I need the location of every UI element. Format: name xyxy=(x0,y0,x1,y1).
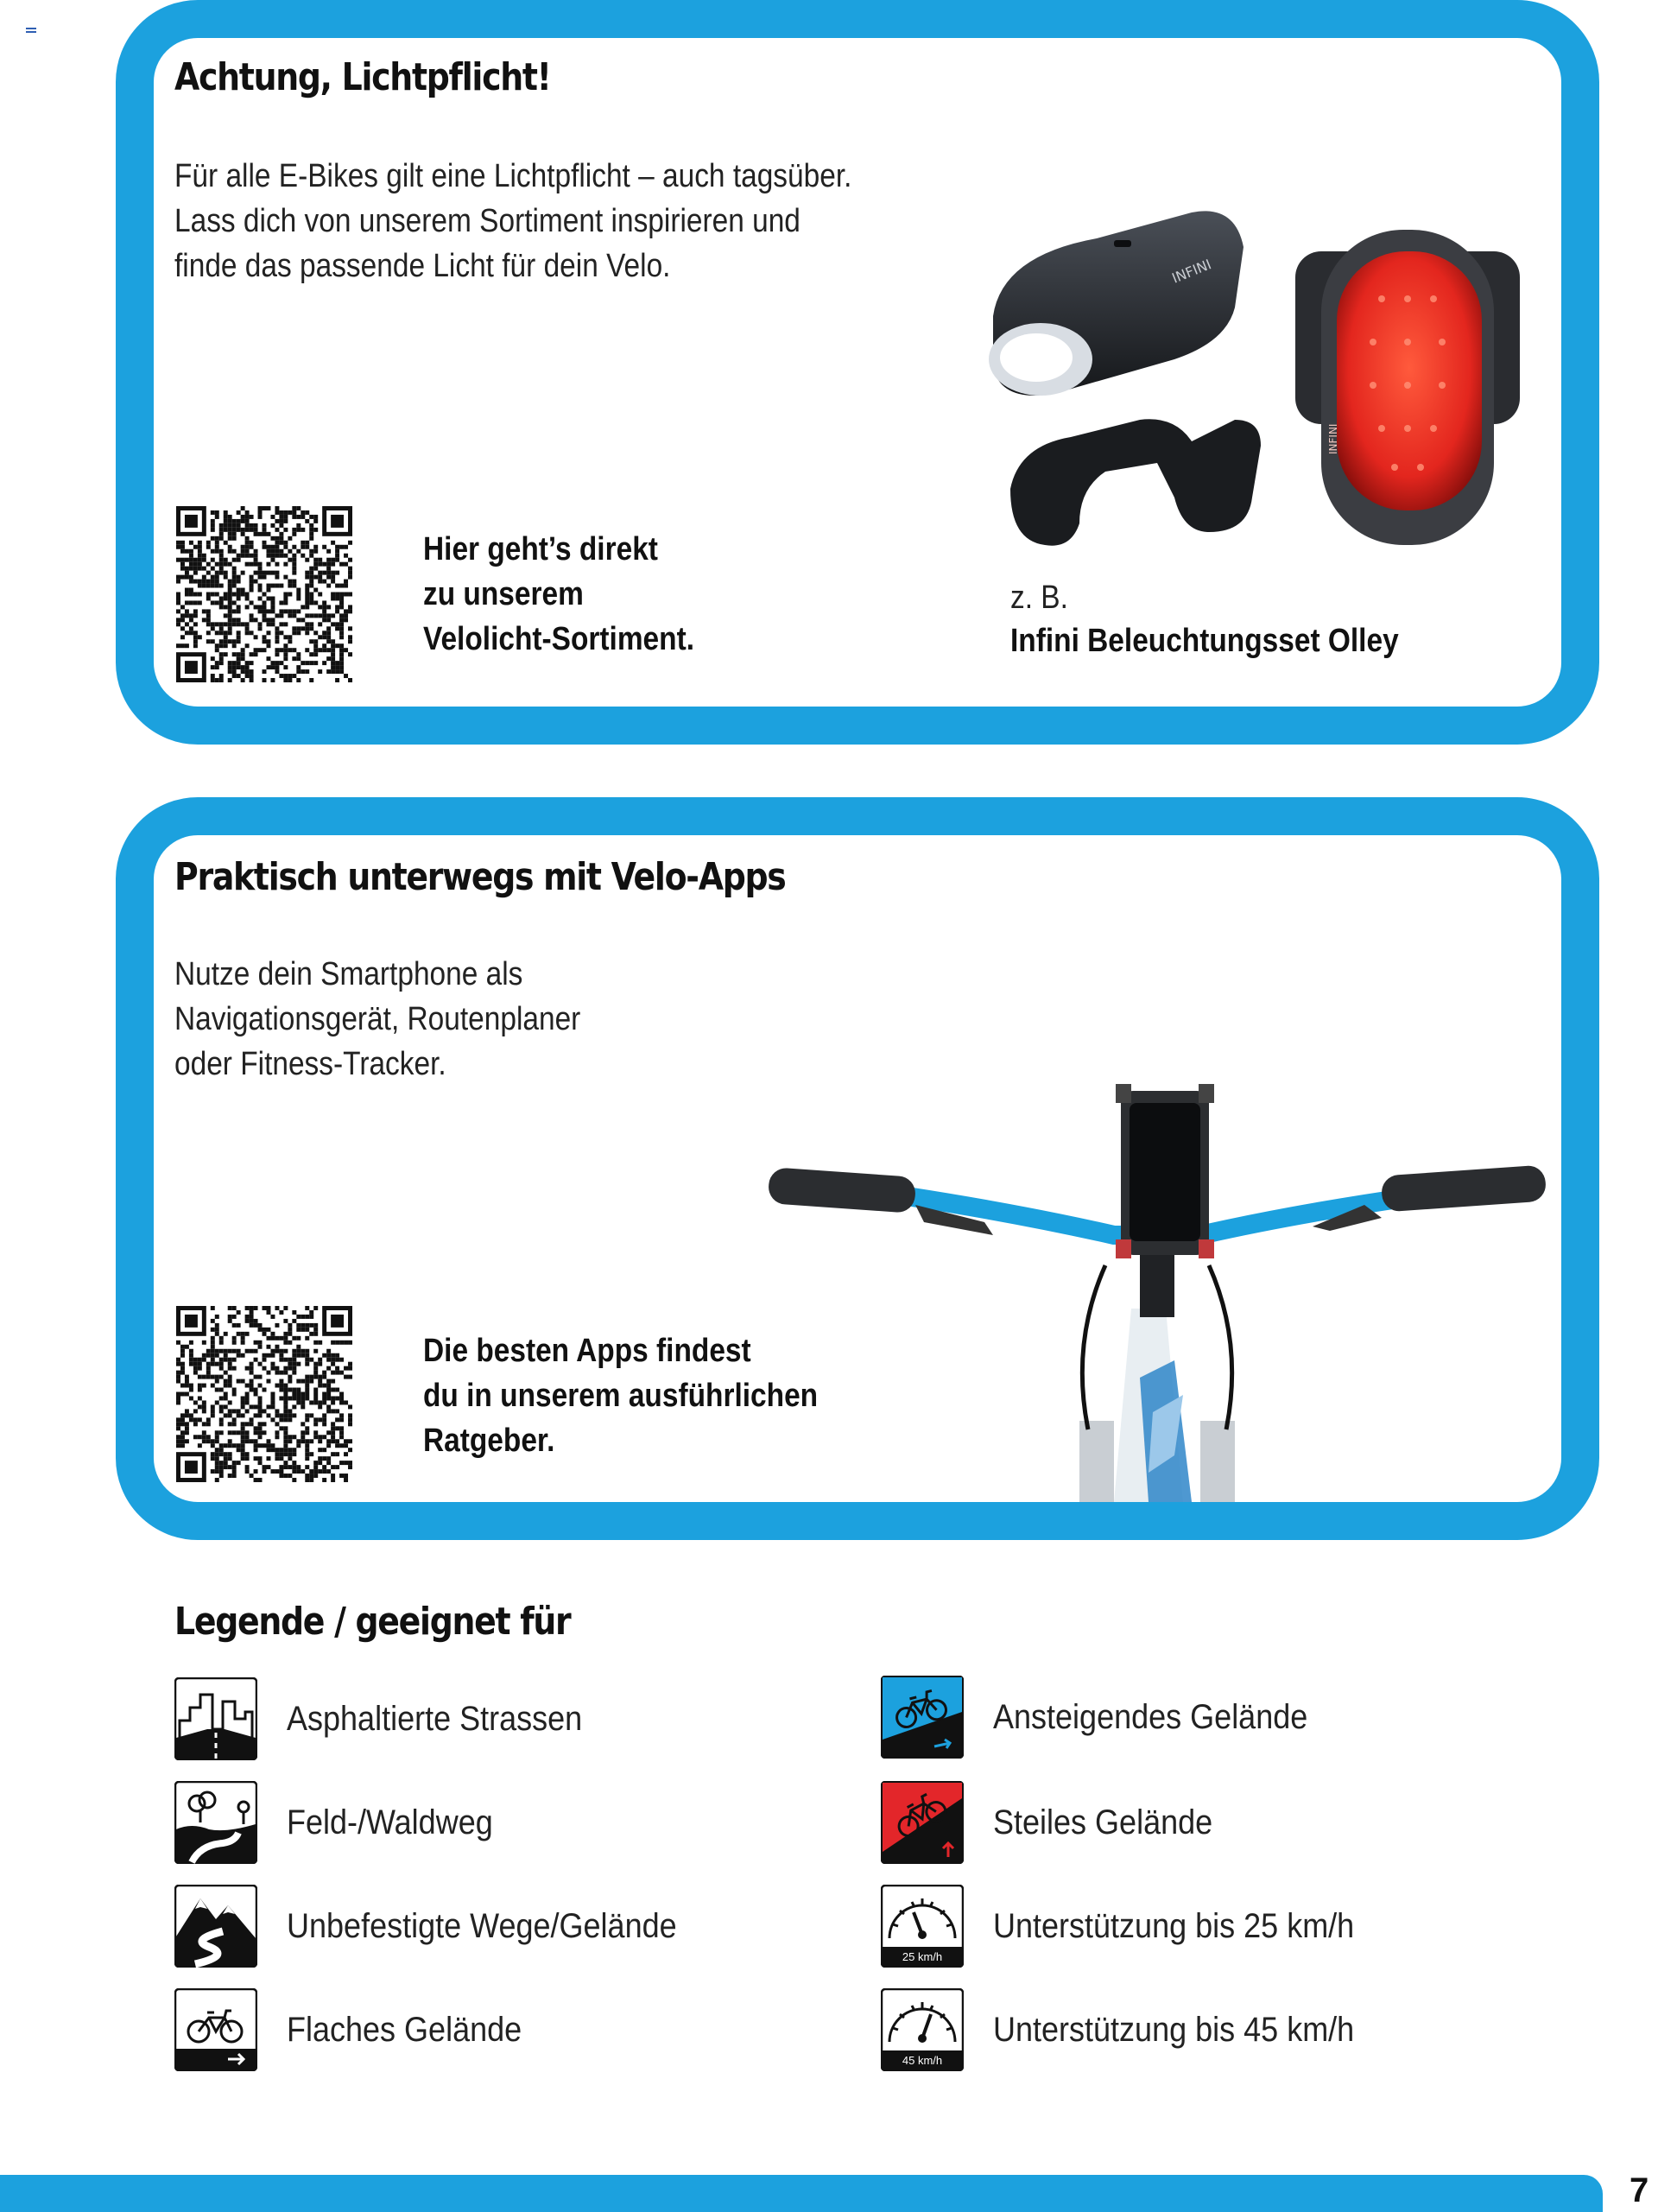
qr-caption-velolicht: Hier geht’s direkt zu unserem Velolicht-Sortiment. xyxy=(423,531,695,657)
rear-light xyxy=(1295,230,1520,545)
svg-text:45 km/h: 45 km/h xyxy=(902,2054,943,2067)
qr-caption-apps: Die besten Apps findest du in unserem ausführlichen Ratgeber. xyxy=(423,1333,819,1459)
footer-bar xyxy=(0,2175,1603,2212)
flat-terrain-icon xyxy=(174,1988,257,2071)
page-number: 7 xyxy=(1630,2171,1649,2209)
speedometer-45-icon xyxy=(881,1988,964,2071)
product-prefix: z. B. xyxy=(1010,580,1068,616)
climbing-terrain-icon xyxy=(881,1676,964,1759)
handlebar-phone-image xyxy=(760,1084,1554,1502)
apps-section-body: Nutze dein Smartphone als Navigationsgerät, Routenplaner oder Fitness-Tracker. xyxy=(174,956,581,1082)
apps-section-title: Praktisch unterwegs mit Velo-Apps xyxy=(174,855,786,899)
front-light xyxy=(989,211,1261,545)
product-image-lights xyxy=(976,204,1528,567)
legend-label: Unbefestigte Wege/Gelände xyxy=(287,1907,677,1945)
svg-text:25 km/h: 25 km/h xyxy=(902,1950,943,1963)
steep-terrain-icon xyxy=(881,1781,964,1864)
light-section-body: Für alle E-Bikes gilt eine Lichtpflicht – auch tagsüber. Lass dich von unserem Sortiment inspirieren und finde das passende Licht für dein Velo. xyxy=(174,158,852,284)
product-name: Infini Beleuchtungsset Olley xyxy=(1010,623,1399,659)
legend-title: Legende / geeignet für xyxy=(174,1600,571,1644)
qr-code-velolicht[interactable] xyxy=(176,506,352,682)
legend-label: Feld-/Waldweg xyxy=(287,1803,493,1841)
legend-label: Flaches Gelände xyxy=(287,2011,522,2049)
city-road-icon xyxy=(174,1677,257,1760)
svg-text:INFINI: INFINI xyxy=(1169,256,1214,287)
svg-text:INFINI: INFINI xyxy=(1327,423,1339,454)
forest-path-icon xyxy=(174,1781,257,1864)
mountain-trail-icon xyxy=(174,1885,257,1968)
legend-label: Steiles Gelände xyxy=(993,1803,1213,1841)
corner-mark xyxy=(26,28,36,33)
qr-code-apps[interactable] xyxy=(176,1306,352,1482)
legend-label: Ansteigendes Gelände xyxy=(993,1698,1308,1736)
legend-label: Unterstützung bis 45 km/h xyxy=(993,2011,1355,2049)
speedometer-25-icon xyxy=(881,1885,964,1968)
light-section-title: Achtung, Lichtpflicht! xyxy=(174,55,551,99)
legend-label: Asphaltierte Strassen xyxy=(287,1700,583,1738)
legend-label: Unterstützung bis 25 km/h xyxy=(993,1907,1355,1945)
